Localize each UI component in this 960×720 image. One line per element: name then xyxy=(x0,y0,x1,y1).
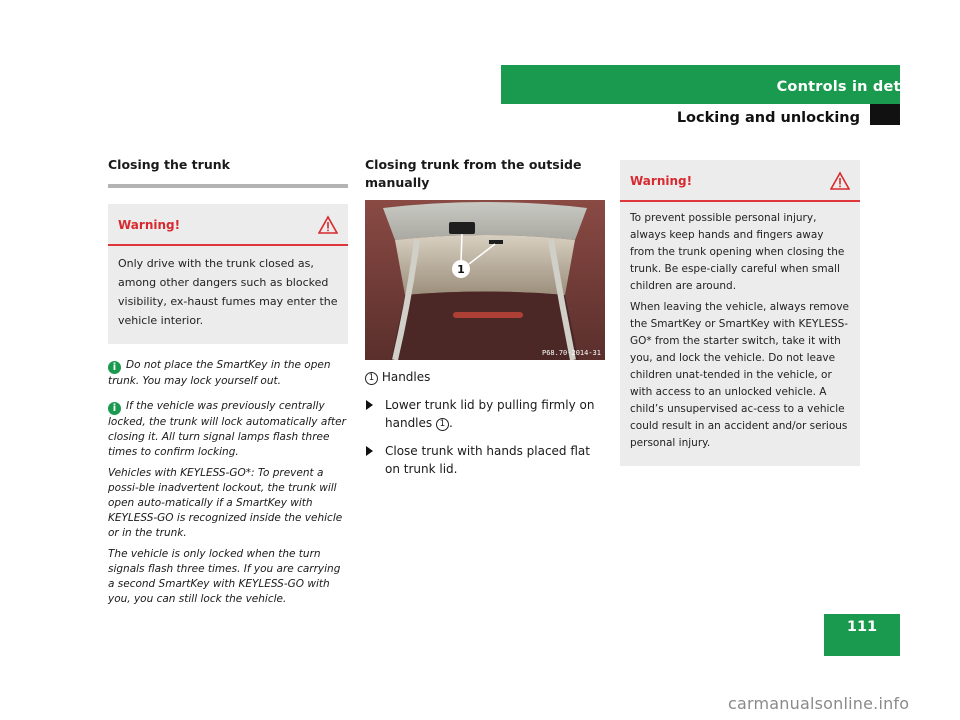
step-text: Close trunk with hands placed flat on trunk lid. xyxy=(385,444,590,476)
watermark: carmanualsonline.info xyxy=(728,694,910,713)
info-icon: i xyxy=(108,361,121,374)
callout-marker: 1 xyxy=(457,263,465,276)
arrow-bullet-icon xyxy=(366,446,373,456)
left-column xyxy=(108,156,348,613)
info-icon: i xyxy=(108,402,121,415)
warning-title: Warning! xyxy=(118,218,181,232)
warning-paragraph: When leaving the vehicle, always remove the SmartKey or SmartKey with KEYLESS-GO* from the starter switch, take it with you, and lock the vehicle. Do not leave children unat-tended in the vehicle, or with access to an unlocked vehicle. A child’s unsupervised ac-cess to a vehicle could result in an accident and/or serious personal injury. xyxy=(630,301,849,449)
warning-text xyxy=(108,246,348,344)
right-column xyxy=(620,160,860,466)
warning-box xyxy=(108,204,348,344)
warning-triangle-icon xyxy=(830,171,850,191)
warning-header xyxy=(108,204,348,246)
note-item xyxy=(108,399,348,460)
warning-box xyxy=(620,160,860,466)
note-paragraph: Vehicles with KEYLESS-GO*: To prevent a possi-ble inadvertent lockout, the trunk will open auto-matically if a SmartKey with KEYLESS-GO is recognized inside the vehicle or in the trunk. xyxy=(108,467,343,539)
instruction-step xyxy=(365,396,605,432)
chapter-title: Controls in detail xyxy=(776,79,921,95)
note-paragraph: The vehicle is only locked when the turn signals flash three times. If you are carrying a second SmartKey with KEYLESS-GO with you, you can still lock the vehicle. xyxy=(108,548,341,605)
trunk-illustration xyxy=(365,200,605,360)
arrow-bullet-icon xyxy=(366,400,373,410)
manual-closing-heading: Closing trunk from the outside manually xyxy=(365,157,582,190)
trunk-photo xyxy=(365,200,605,360)
warning-text xyxy=(620,202,860,466)
note-text: If the vehicle was previously centrally locked, the trunk will lock automatically after closing it. All turn signal lamps flash three times to confirm locking. xyxy=(108,400,346,458)
page-number: 111 xyxy=(846,619,878,635)
callout-text: Handles xyxy=(381,370,431,384)
note-text: Do not place the SmartKey in the open trunk. You may lock yourself out. xyxy=(108,359,331,387)
notes xyxy=(108,358,348,607)
middle-column xyxy=(365,156,605,478)
callout-number: 1 xyxy=(365,372,378,385)
callout-ref: 1 xyxy=(436,418,449,431)
closing-trunk-heading: Closing the trunk xyxy=(108,157,230,172)
warning-paragraph: To prevent possible personal injury, always keep hands and fingers away from the trunk opening when closing the trunk. Be espe-cially careful when small children are around. xyxy=(630,212,845,292)
photo-code: P68.70-2014-31 xyxy=(541,349,601,357)
warning-title: Warning! xyxy=(630,174,693,188)
warning-header xyxy=(620,160,860,202)
note-item xyxy=(108,358,348,389)
warning-triangle-icon xyxy=(318,215,338,235)
section-marker xyxy=(870,104,900,125)
section-title: Locking and unlocking xyxy=(676,110,860,126)
callout-legend xyxy=(365,368,605,386)
heading-rule xyxy=(108,184,348,188)
step-text: Lower trunk lid by pulling firmly on handles 1 . xyxy=(385,398,595,430)
warning-paragraph: Only drive with the trunk closed as, among other dangers such as blocked visibility, ex-haust fumes may enter the vehicle interior. xyxy=(118,257,338,327)
instruction-step xyxy=(365,442,605,478)
